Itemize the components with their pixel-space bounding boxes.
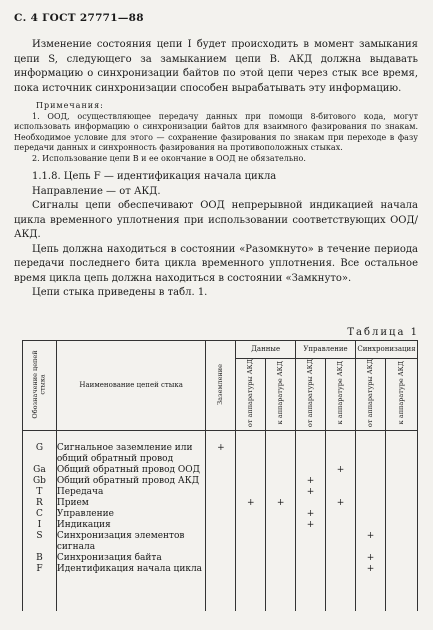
mark-cell: [385, 476, 417, 487]
circuit-name: Управление: [56, 509, 206, 520]
mark-cell: [296, 531, 326, 553]
mark-cell: +: [296, 509, 326, 520]
mark-cell: [385, 564, 417, 611]
mark-cell: [266, 476, 296, 487]
mark-cell: [355, 520, 385, 531]
circuit-name: Передача: [56, 487, 206, 498]
circuit-name: Индикация: [56, 520, 206, 531]
mark-cell: [355, 430, 385, 465]
mark-cell: [266, 564, 296, 611]
header-name: Наименование цепей стыка: [56, 341, 206, 431]
paragraph: Цепь должна находиться в состоянии «Разомкнуто» в течение периода передачи последнего бита цикла временного уплотнения. Все остальное время цикла цепь должна находиться в состоянии «Замкнуто».: [14, 243, 418, 284]
circuit-code: Gb: [23, 476, 57, 487]
section-heading: 1.1.8. Цепь F — идентификация начала цикла: [32, 171, 277, 182]
note: 1. ООД, осуществляющее передачу данных при помощи 8-битового кода, могут использовать информацию о синхронизации байтов для взаимного фазирования по знакам. Необходимое условие для этого — сохранение фазирования по знакам при переходе в фазу передачи данных и синхронность фазирования на противоположных стыках.: [14, 111, 418, 152]
mark-cell: [326, 430, 356, 465]
note: 2. Использование цепи В и ее окончание в ООД не обязательно.: [32, 153, 306, 163]
table-row: [23, 509, 418, 520]
mark-cell: [326, 564, 356, 611]
mark-cell: +: [326, 498, 356, 509]
table-row: [23, 465, 418, 476]
table-row: [23, 430, 418, 465]
header-group-data: Данные: [236, 341, 296, 359]
mark-cell: +: [355, 553, 385, 564]
mark-cell: [206, 509, 236, 520]
circuit-code: I: [23, 520, 57, 531]
mark-cell: [266, 531, 296, 553]
header-group-sync: Синхронизация: [355, 341, 417, 359]
mark-cell: [206, 564, 236, 611]
circuit-code: F: [23, 564, 57, 611]
circuit-name: Общий обратный провод ООД: [56, 465, 206, 476]
mark-cell: [296, 564, 326, 611]
circuit-name: Сигнальное заземление или общий обратный провод: [56, 430, 206, 465]
mark-cell: [355, 498, 385, 509]
mark-cell: +: [355, 531, 385, 553]
mark-cell: [296, 430, 326, 465]
mark-cell: [385, 487, 417, 498]
mark-cell: [326, 531, 356, 553]
mark-cell: [296, 465, 326, 476]
mark-cell: [326, 487, 356, 498]
circuit-code: B: [23, 553, 57, 564]
header-group-control: Управление: [296, 341, 356, 359]
mark-cell: [236, 465, 266, 476]
mark-cell: [206, 487, 236, 498]
interface-circuits-table: [22, 340, 418, 611]
header-to-akd: к аппаратуре АКД: [326, 359, 356, 431]
document-body: [14, 38, 418, 301]
mark-cell: [236, 564, 266, 611]
mark-cell: [266, 465, 296, 476]
direction-line: Направление — от АКД.: [32, 185, 161, 197]
mark-cell: [296, 498, 326, 509]
notes-title: Примечания:: [36, 101, 104, 110]
mark-cell: +: [296, 520, 326, 531]
mark-cell: [266, 520, 296, 531]
mark-cell: [236, 520, 266, 531]
paragraph: Сигналы цепи обеспечивают ООД непрерывной индикацией начала цикла временного уплотнения при использовании соответствующих ООД/АКД.: [14, 200, 418, 240]
page-header: С. 4 ГОСТ 27771—88: [14, 12, 144, 24]
table-row: [23, 487, 418, 498]
mark-cell: [236, 487, 266, 498]
circuit-name: Прием: [56, 498, 206, 509]
mark-cell: [206, 476, 236, 487]
circuit-code: C: [23, 509, 57, 520]
mark-cell: +: [296, 487, 326, 498]
mark-cell: [326, 476, 356, 487]
mark-cell: [236, 509, 266, 520]
mark-cell: [206, 553, 236, 564]
mark-cell: [236, 430, 266, 465]
table-row: [23, 553, 418, 564]
mark-cell: [206, 465, 236, 476]
circuit-code: G: [23, 430, 57, 465]
mark-cell: [326, 520, 356, 531]
paragraph: Цепи стыка приведены в табл. 1.: [32, 287, 208, 298]
header-code: Обозначение цепей стыка: [23, 341, 57, 431]
mark-cell: [236, 476, 266, 487]
mark-cell: [385, 498, 417, 509]
header-from-akd: от аппаратуры АКД: [236, 359, 266, 431]
circuit-name: Синхронизация байта: [56, 553, 206, 564]
circuit-name: Синхронизация элементов сигнала: [56, 531, 206, 553]
mark-cell: [266, 509, 296, 520]
circuit-name: Идентификация начала цикла: [56, 564, 206, 611]
circuit-name: Общий обратный провод АКД: [56, 476, 206, 487]
mark-cell: [326, 553, 356, 564]
mark-cell: [296, 553, 326, 564]
mark-cell: +: [355, 564, 385, 611]
mark-cell: [236, 531, 266, 553]
mark-cell: +: [266, 498, 296, 509]
mark-cell: [266, 553, 296, 564]
circuit-code: S: [23, 531, 57, 553]
header-to-akd: к аппаратуре АКД: [266, 359, 296, 431]
header-ground: Заземление: [206, 341, 236, 431]
mark-cell: [206, 498, 236, 509]
table-row: [23, 520, 418, 531]
mark-cell: +: [236, 498, 266, 509]
mark-cell: [355, 476, 385, 487]
header-from-akd: от аппаратуры АКД: [296, 359, 326, 431]
mark-cell: [385, 465, 417, 476]
header-from-akd: от аппаратуры АКД: [355, 359, 385, 431]
mark-cell: +: [296, 476, 326, 487]
mark-cell: [385, 509, 417, 520]
paragraph: Изменение состояния цепи I будет происходить в момент замыкания цепи S, следующего за замыканием цепи В. АКД должна выдавать информацию о синхронизации байтов по этой цепи через стык все время, пока источник синхронизации способен вырабатывать эту информацию.: [14, 39, 418, 94]
mark-cell: [355, 509, 385, 520]
mark-cell: [355, 487, 385, 498]
circuit-code: R: [23, 498, 57, 509]
mark-cell: [385, 553, 417, 564]
mark-cell: [206, 531, 236, 553]
table-row: [23, 498, 418, 509]
mark-cell: [385, 520, 417, 531]
mark-cell: [206, 520, 236, 531]
mark-cell: [236, 553, 266, 564]
mark-cell: [266, 487, 296, 498]
table-row: [23, 476, 418, 487]
circuit-code: T: [23, 487, 57, 498]
table-row: [23, 531, 418, 553]
mark-cell: [266, 430, 296, 465]
table-caption: Таблица 1: [347, 327, 419, 338]
mark-cell: +: [326, 465, 356, 476]
mark-cell: [326, 509, 356, 520]
header-to-akd: к аппаратуре АКД: [385, 359, 417, 431]
circuit-code: Ga: [23, 465, 57, 476]
mark-cell: [385, 531, 417, 553]
mark-cell: [355, 465, 385, 476]
mark-cell: [385, 430, 417, 465]
table-body: [23, 430, 418, 611]
mark-cell: +: [206, 430, 236, 465]
table-row: [23, 564, 418, 611]
